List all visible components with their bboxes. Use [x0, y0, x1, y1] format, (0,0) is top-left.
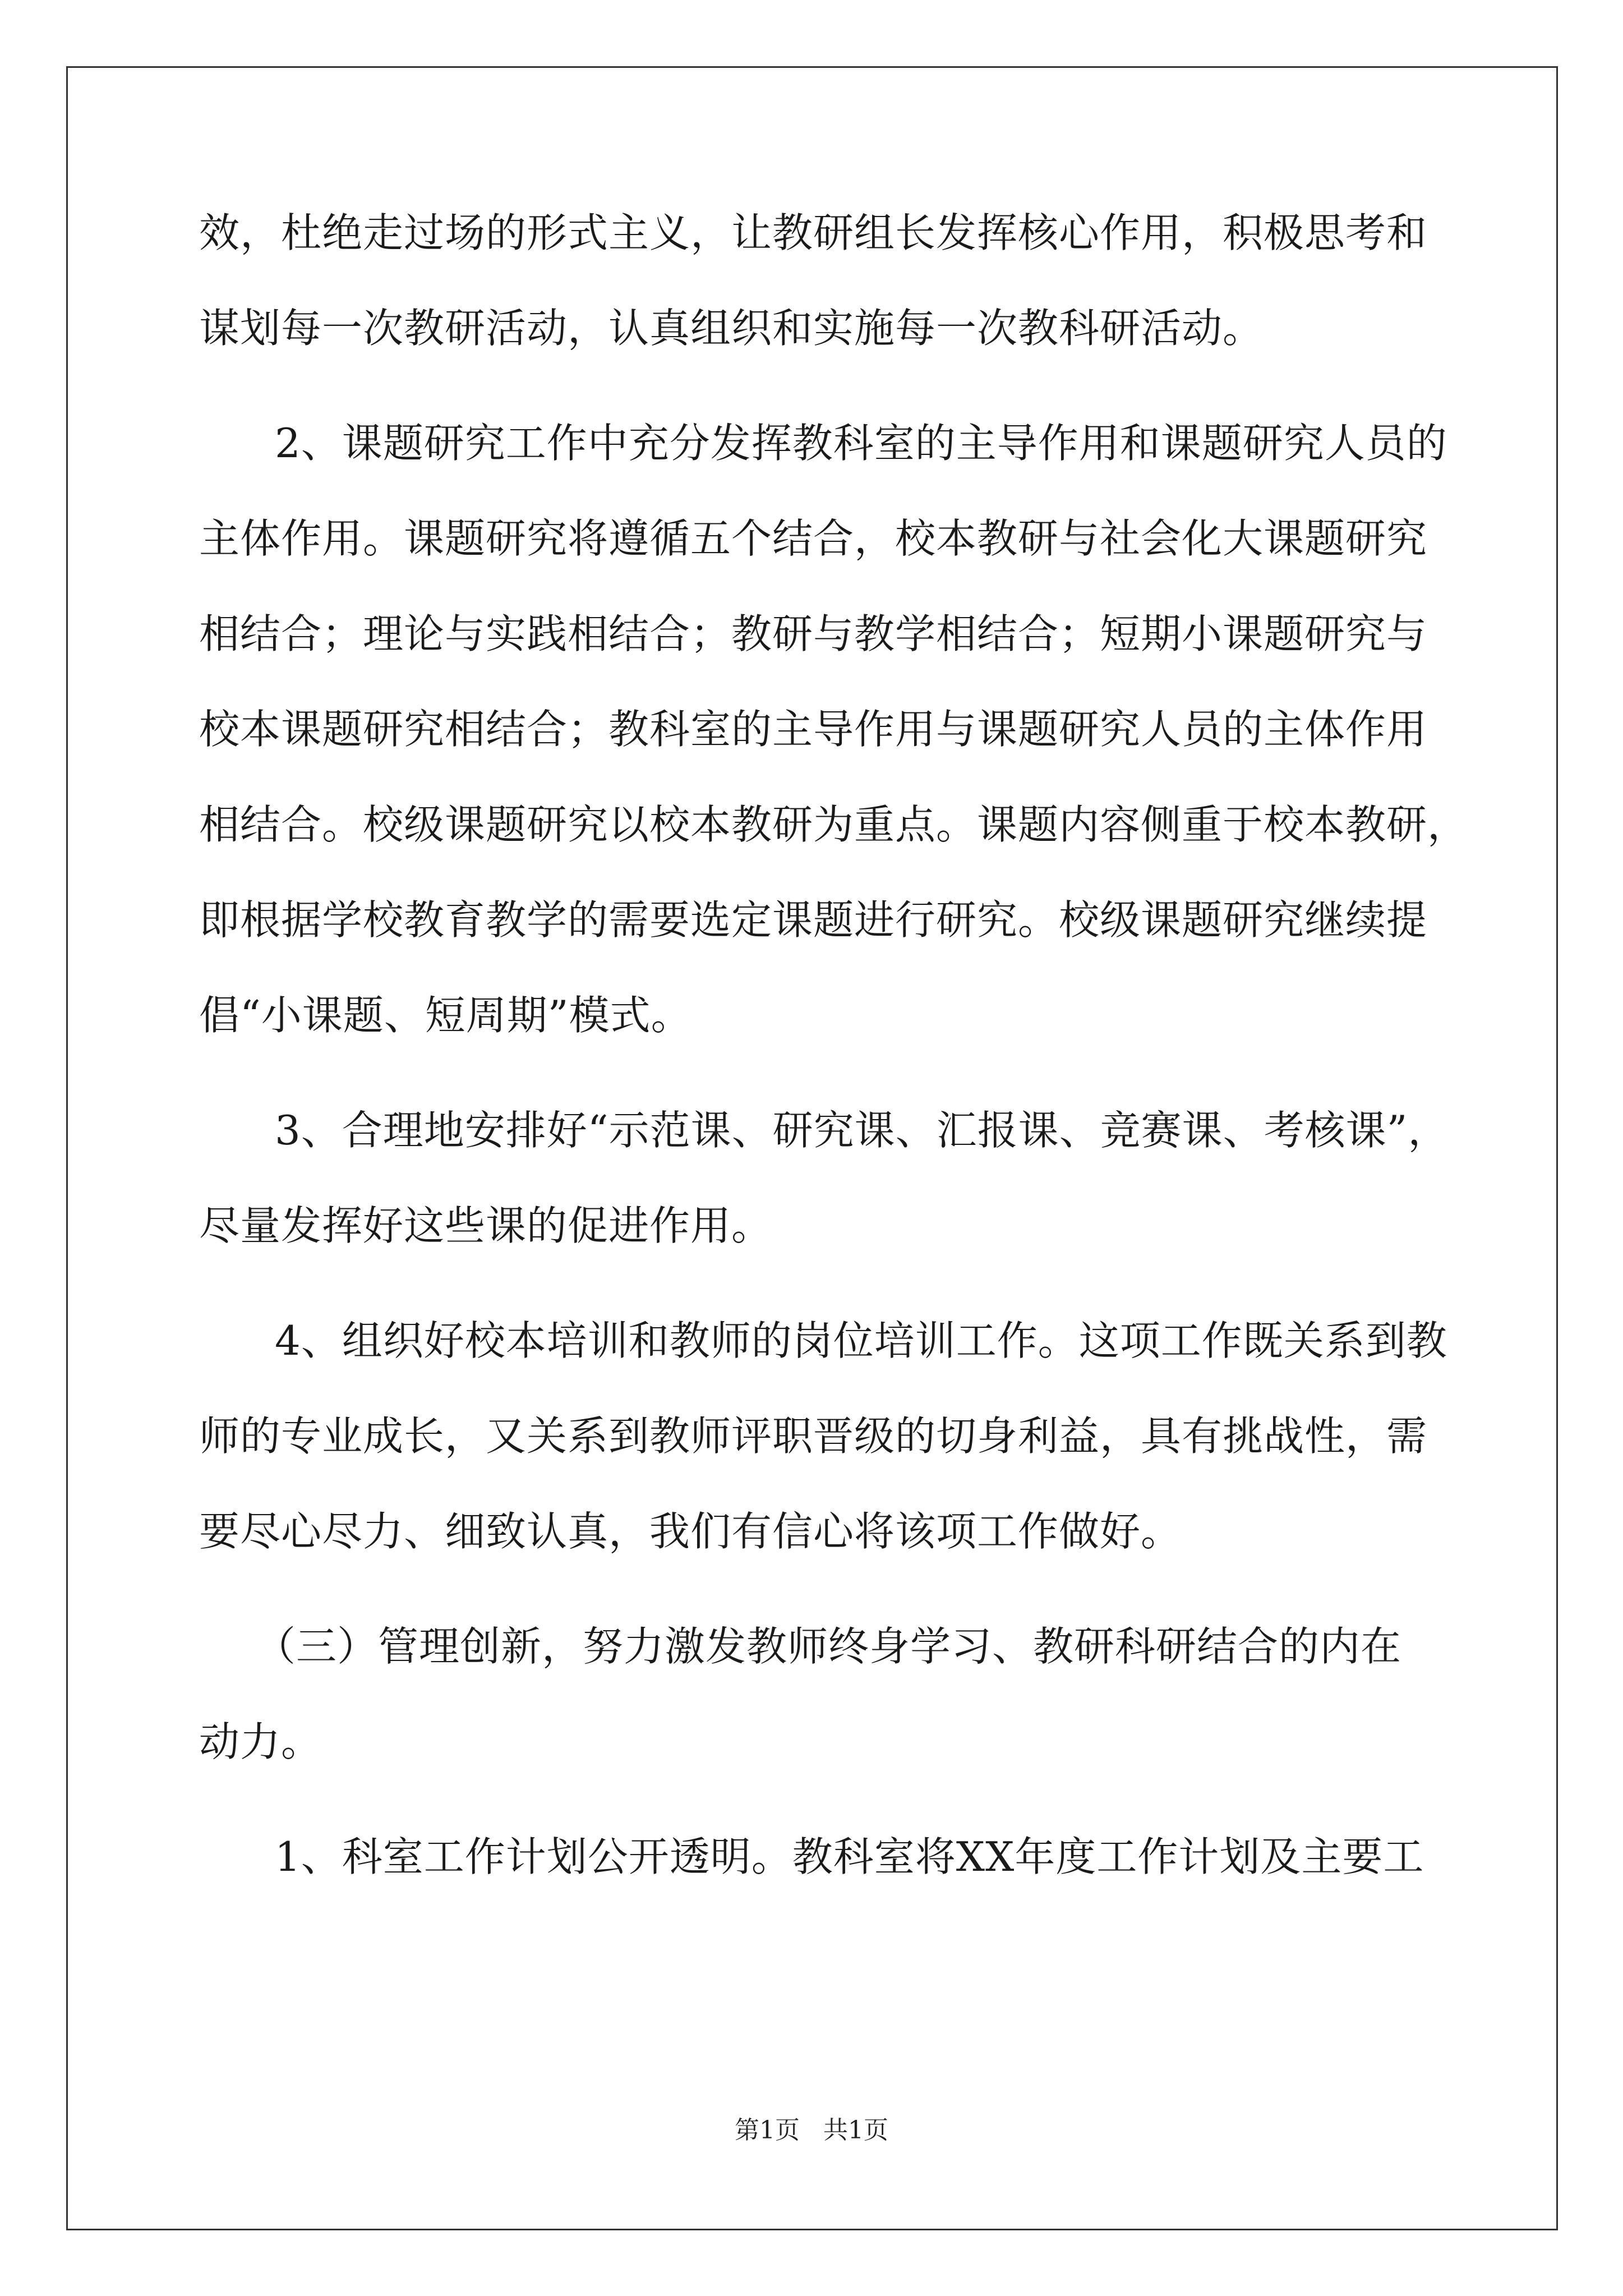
page-number-current: 第1页 [735, 2116, 800, 2145]
text-line: 即根据学校教育教学的需要选定课题进行研究。校级课题研究继续提 [199, 896, 1428, 944]
text-line: 效，杜绝走过场的形式主义，让教研组长发挥核心作用，积极思考和 [199, 209, 1428, 256]
text-line: 校本课题研究相结合；教科室的主导作用与课题研究人员的主体作用 [199, 706, 1428, 753]
paragraph-start-line: 4、组织好校本培训和教师的岗位培训工作。这项工作既关系到教 [275, 1317, 1447, 1364]
page-footer [0, 2114, 1623, 2147]
text-line: 要尽心尽力、细致认真，我们有信心将该项工作做好。 [199, 1508, 1182, 1555]
text-line: 倡“小课题、短周期”模式。 [199, 992, 692, 1039]
text-line: 动力。 [199, 1718, 322, 1765]
text-line: 相结合；理论与实践相结合；教研与教学相结合；短期小课题研究与 [199, 610, 1428, 657]
page-number-total: 共1页 [823, 2116, 888, 2145]
text-line: 主体作用。课题研究将遵循五个结合，校本教研与社会化大课题研究 [199, 515, 1428, 562]
paragraph-start-line: 2、课题研究工作中充分发挥教科室的主导作用和课题研究人员的 [275, 420, 1447, 467]
text-line: 师的专业成长，又关系到教师评职晋级的切身利益，具有挑战性，需 [199, 1412, 1428, 1460]
text-line: 尽量发挥好这些课的促进作用。 [199, 1202, 773, 1249]
section-heading-line: （三）管理创新，努力激发教师终身学习、教研科研结合的内在 [255, 1623, 1402, 1670]
text-line: 相结合。校级课题研究以校本教研为重点。课题内容侧重于校本教研， [199, 801, 1469, 848]
paragraph-start-line: 1、科室工作计划公开透明。教科室将XX年度工作计划及主要工 [275, 1833, 1424, 1880]
text-line: 谋划每一次教研活动，认真组织和实施每一次教科研活动。 [199, 305, 1264, 352]
paragraph-start-line: 3、合理地安排好“示范课、研究课、汇报课、竞赛课、考核课”， [275, 1107, 1449, 1154]
